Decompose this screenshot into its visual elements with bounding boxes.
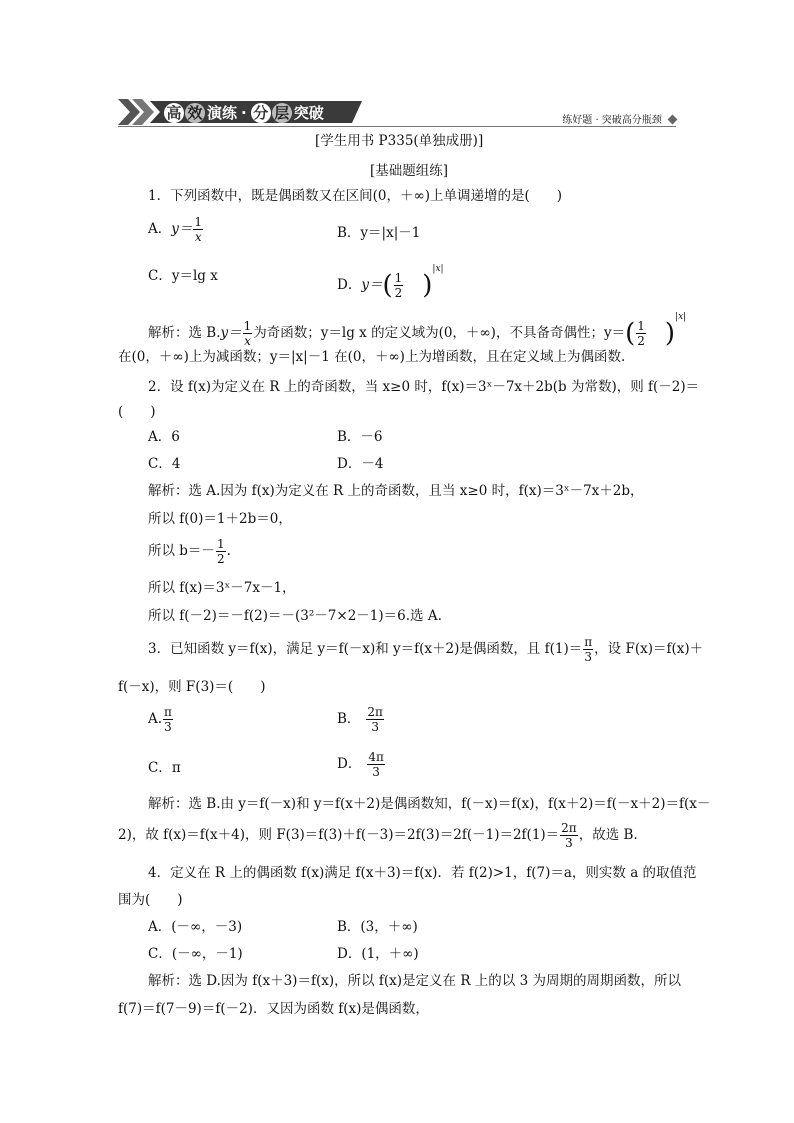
q1-a-label: A． bbox=[148, 221, 172, 237]
q3-option-c: C．π bbox=[148, 760, 181, 776]
q1-solution-line2: 在(0，＋∞)上为减函数；y＝|x|－1 在(0，＋∞)上为增函数，且在定义域上为偶函数. bbox=[118, 349, 626, 365]
q1-d-frac bbox=[394, 272, 404, 299]
header-slogan-text: 练好题 · 突破高分瓶颈 bbox=[562, 115, 662, 126]
section-title: [基础题组练] bbox=[370, 163, 449, 179]
q1-sol-text: 为奇函数；y＝lg x 的定义域为(0，＋∞)，不具备奇偶性；y＝ bbox=[253, 325, 626, 341]
q1-sol-answer: 选 B. bbox=[188, 325, 221, 341]
q3-option-b bbox=[337, 706, 385, 733]
q1-option-c: C．y＝lg x bbox=[148, 268, 218, 284]
q1-d-label: D． bbox=[337, 277, 362, 293]
q2-option-c: C．4 bbox=[148, 456, 181, 472]
q3-sol2-text: 2)，故 f(x)＝f(x＋4)，则 F(3)＝f(3)＋f(－3)＝2f(3)＝2f(－1)＝2f(1)＝ bbox=[118, 827, 560, 843]
q3-stem-text: 3．已知函数 y＝f(x)，满足 y＝f(－x)和 y＝f(x＋2)是偶函数，且 f(1)＝ bbox=[148, 641, 583, 657]
q3-stem-line1 bbox=[148, 636, 703, 663]
q2-stem-line2: ( ) bbox=[118, 404, 156, 420]
q2-solution-line3 bbox=[148, 538, 231, 565]
q3-a-num: π bbox=[164, 705, 172, 719]
q1-sol-den: x bbox=[244, 334, 251, 348]
q3-option-a bbox=[148, 706, 174, 733]
q1-d-expr: y＝ bbox=[361, 277, 383, 293]
section-banner bbox=[118, 97, 362, 127]
book-reference: [学生用书 P335(单独成册)] bbox=[315, 133, 484, 149]
q1-option-a bbox=[148, 216, 204, 243]
q3-a-label: A. bbox=[148, 711, 163, 727]
q2-sol3-text: 所以 b＝－ bbox=[148, 543, 215, 559]
q3-stem-post: ，设 F(x)＝f(x)＋ bbox=[594, 641, 704, 657]
banner-char-1: 高 bbox=[164, 103, 184, 123]
q2-sol3-den: 2 bbox=[216, 552, 225, 566]
q3-stem-line2: f(－x)，则 F(3)＝( ) bbox=[118, 679, 266, 695]
header-slogan bbox=[562, 111, 676, 126]
banner-char-2: 效 bbox=[185, 103, 205, 123]
q1-solution-line1: 解析：选 B.y＝ $\frac{1}{x}$ 为奇函数；y＝lg x 的定义域为(0，＋∞)，不具备奇偶性；y＝( $\frac{1}{2}$ )$^{|x|}$ bbox=[148, 312, 687, 349]
q2-sol3-post: . bbox=[226, 543, 231, 559]
q4-option-a: A．(－∞，－3) bbox=[148, 919, 243, 935]
q1-sol-num2: 1 bbox=[637, 319, 645, 333]
q3-sol2-frac bbox=[560, 822, 578, 849]
q4-solution-line1: 解析：选 D.因为 f(x＋3)＝f(x)，所以 f(x)是定义在 R 上的以 3 为周期的周期函数，所以 bbox=[148, 973, 681, 989]
banner-char-4: 分 bbox=[251, 103, 271, 123]
q2-stem-line1: 2．设 f(x)为定义在 R 上的奇函数，当 x≥0 时，f(x)＝3ˣ－7x＋2b(b 为常数)，则 f(－2)＝ bbox=[148, 379, 700, 395]
q3-option-d bbox=[337, 751, 386, 778]
q1-d-num: 1 bbox=[394, 271, 403, 285]
header-divider bbox=[118, 126, 676, 127]
banner-char-6: 突破 bbox=[293, 104, 324, 122]
q3-sol2-post: ，故选 B. bbox=[578, 827, 638, 843]
q4-option-c: C．(－∞，－1) bbox=[148, 946, 243, 962]
q1-a-num: 1 bbox=[194, 215, 203, 229]
q3-b-num: 2π bbox=[367, 705, 383, 719]
q2-option-b: B．－6 bbox=[337, 429, 383, 445]
q1-sol-label: 解析： bbox=[148, 325, 189, 341]
q3-a-den: 3 bbox=[164, 720, 172, 734]
q2-option-d: D．－4 bbox=[337, 456, 384, 472]
q2-sol3-frac bbox=[216, 538, 226, 565]
q3-stem-num: π bbox=[584, 635, 593, 649]
q1-sol-den2: 2 bbox=[637, 334, 645, 348]
q1-d-den: 2 bbox=[394, 286, 403, 300]
q3-stem-frac bbox=[583, 636, 593, 663]
banner-char-5: 层 bbox=[272, 103, 292, 123]
q2-solution-line1: 解析：选 A.因为 f(x)为定义在 R 上的奇函数，且当 x≥0 时，f(x)＝3ˣ－7x＋2b， bbox=[148, 483, 644, 499]
q1-a-den: x bbox=[194, 230, 202, 244]
q3-sol2-num: 2π bbox=[561, 821, 577, 835]
q1-sol-expr: y＝ bbox=[220, 325, 242, 341]
q1-sol-frac2 bbox=[636, 320, 646, 347]
q3-b-frac bbox=[366, 706, 384, 733]
q2-sol3-num: 1 bbox=[216, 537, 225, 551]
q1-sol-num: 1 bbox=[243, 319, 252, 333]
q4-stem-line2: 围为( ) bbox=[118, 892, 183, 908]
banner-char-3: 演练 bbox=[207, 104, 238, 122]
diamond-icon bbox=[668, 115, 678, 125]
q1-option-b: B．y＝|x|－1 bbox=[337, 225, 421, 241]
q1-option-d: D．y＝( $\frac{1}{2}$ )$^{|x|}$ bbox=[337, 264, 444, 301]
q3-d-label: D． bbox=[337, 756, 362, 772]
q3-sol2-den: 3 bbox=[565, 836, 573, 850]
q2-solution-line2: 所以 f(0)＝1＋2b＝0， bbox=[148, 511, 292, 527]
q4-stem-line1: 4．定义在 R 上的偶函数 f(x)满足 f(x＋3)＝f(x)．若 f(2)>1，f(7)＝a，则实数 a 的取值范 bbox=[148, 865, 697, 881]
q3-d-num: 4π bbox=[368, 750, 384, 764]
q3-d-frac bbox=[367, 751, 385, 778]
q2-option-a: A．6 bbox=[148, 429, 180, 445]
q1-a-frac bbox=[193, 216, 203, 243]
banner-title bbox=[164, 102, 324, 123]
banner-dot: · bbox=[241, 104, 247, 122]
q3-solution-line1: 解析：选 B.由 y＝f(－x)和 y＝f(x＋2)是偶函数知，f(－x)＝f(x)，f(x＋2)＝f(－x＋2)＝f(x－ bbox=[148, 796, 711, 812]
q3-b-label: B． bbox=[337, 711, 361, 727]
q3-solution-line2 bbox=[118, 822, 638, 849]
q1-sol-frac bbox=[243, 320, 253, 347]
q2-solution-line4: 所以 f(x)＝3ˣ－7x－1， bbox=[148, 580, 296, 596]
q2-solution-line5: 所以 f(－2)＝－f(2)＝－(3²－7×2－1)＝6.选 A. bbox=[148, 608, 442, 624]
q3-b-den: 3 bbox=[371, 720, 379, 734]
q4-option-d: D．(1，＋∞) bbox=[337, 946, 419, 962]
q3-a-frac bbox=[163, 706, 173, 733]
q4-option-b: B．(3，＋∞) bbox=[337, 919, 418, 935]
q4-solution-line2: f(7)＝f(7－9)＝f(－2)．又因为函数 f(x)是偶函数， bbox=[118, 1001, 429, 1017]
q1-d-exp: |x| bbox=[432, 264, 444, 274]
q1-sol-exp: |x| bbox=[675, 312, 687, 322]
q3-stem-den: 3 bbox=[584, 650, 593, 664]
q1-a-expr: y＝ bbox=[171, 221, 193, 237]
q1-stem: 1．下列函数中，既是偶函数又在区间(0，＋∞)上单调递增的是( ) bbox=[148, 188, 562, 204]
q3-d-den: 3 bbox=[372, 765, 380, 779]
